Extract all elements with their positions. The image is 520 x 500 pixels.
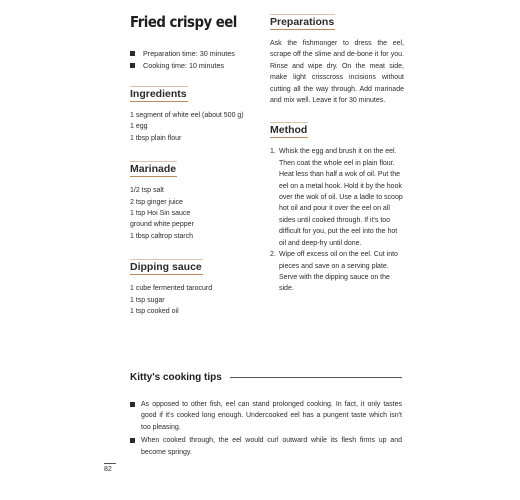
step-number: 1. xyxy=(270,148,276,156)
dipping-sauce-list xyxy=(130,283,258,317)
marinade-heading: Marinade xyxy=(130,163,177,176)
preparation-time xyxy=(130,48,258,60)
list-item: 1 tsp Hoi Sin sauce xyxy=(130,210,191,218)
preparations-heading: Preparations xyxy=(270,16,335,28)
list-item: 1 cube fermented tarocurd xyxy=(130,285,213,293)
tips-header xyxy=(130,372,402,383)
list-item: 1 tsp cooked oil xyxy=(130,308,179,316)
step-text: Whisk the egg and brush it on the eel. Then coat the whole eel in plain flour. Heat less than half a wok of oil. Put the eel on a metal hook. Hold it by the hook over the wok of oil. Use a ladle to scoop hot oil and pour it over the eel on all sides until cooked through. If it's too difficult for you, put the eel into the hot oil and deep-fry until done. xyxy=(279,148,403,247)
tips-list xyxy=(130,399,402,458)
preparations-section xyxy=(270,12,404,106)
bullet-square-icon xyxy=(130,51,135,56)
method-section xyxy=(270,120,404,294)
tip-text: When cooked through, the eel would curl outward while its flesh firms up and become springy. xyxy=(141,437,402,456)
right-column xyxy=(270,12,404,295)
time-list xyxy=(130,48,258,71)
tips-title: Kitty's cooking tips xyxy=(130,372,222,383)
ingredients-list xyxy=(130,110,258,144)
cooking-tips-section xyxy=(130,372,402,460)
left-column xyxy=(130,12,258,317)
tips-divider xyxy=(230,377,402,378)
list-item: ground white pepper xyxy=(130,221,194,229)
marinade-list xyxy=(130,185,258,242)
bullet-square-icon xyxy=(130,438,135,443)
tip-text: As opposed to other fish, eel can stand prolonged cooking. In fact, it only tastes good if it's cooked long enough. Undercooked eel has a pungent taste which isn't too pleasing. xyxy=(141,401,402,431)
tip-item xyxy=(130,399,402,433)
dipping-sauce-heading: Dipping sauce xyxy=(130,261,202,274)
preparation-time-text: Preparation time: 30 minutes xyxy=(143,49,235,58)
recipe-title: Fried crispy eel xyxy=(130,13,237,31)
list-item: 1/2 tsp salt xyxy=(130,187,164,195)
step-number: 2. xyxy=(270,251,276,259)
page-number: 82 xyxy=(104,463,116,473)
cooking-time xyxy=(130,60,258,72)
marinade-section xyxy=(130,159,258,242)
bullet-square-icon xyxy=(130,63,135,68)
method-heading: Method xyxy=(270,124,308,137)
list-item: 1 egg xyxy=(130,123,148,131)
list-item: 1 tbsp caltrop starch xyxy=(130,232,194,240)
ingredients-heading: Ingredients xyxy=(130,88,187,100)
dipping-sauce-section xyxy=(130,257,258,317)
list-item: 1 segment of white eel (about 500 g) xyxy=(130,112,244,119)
preparations-text: Ask the fishmonger to dress the eel, scrape off the slime and de-bone it for you. Rinse and wipe dry. On the meat side, make light crisscross incisions without cutting all the way through. Add marinade and mix well. Leave it for 30 minutes. xyxy=(270,40,404,105)
bullet-square-icon xyxy=(130,402,135,407)
list-item: 2 tsp ginger juice xyxy=(130,198,183,206)
cooking-time-text: Cooking time: 10 minutes xyxy=(143,60,225,70)
tip-item xyxy=(130,435,402,458)
method-step xyxy=(270,249,404,295)
ingredients-section xyxy=(130,84,258,144)
method-step xyxy=(270,146,404,249)
step-text: Wipe off excess oil on the eel. Cut into pieces and save on a serving plate. Serve with the dipping sauce on the side. xyxy=(279,251,398,293)
list-item: 1 tsp sugar xyxy=(130,296,165,304)
method-steps xyxy=(270,146,404,294)
list-item: 1 tbsp plain flour xyxy=(130,134,182,142)
